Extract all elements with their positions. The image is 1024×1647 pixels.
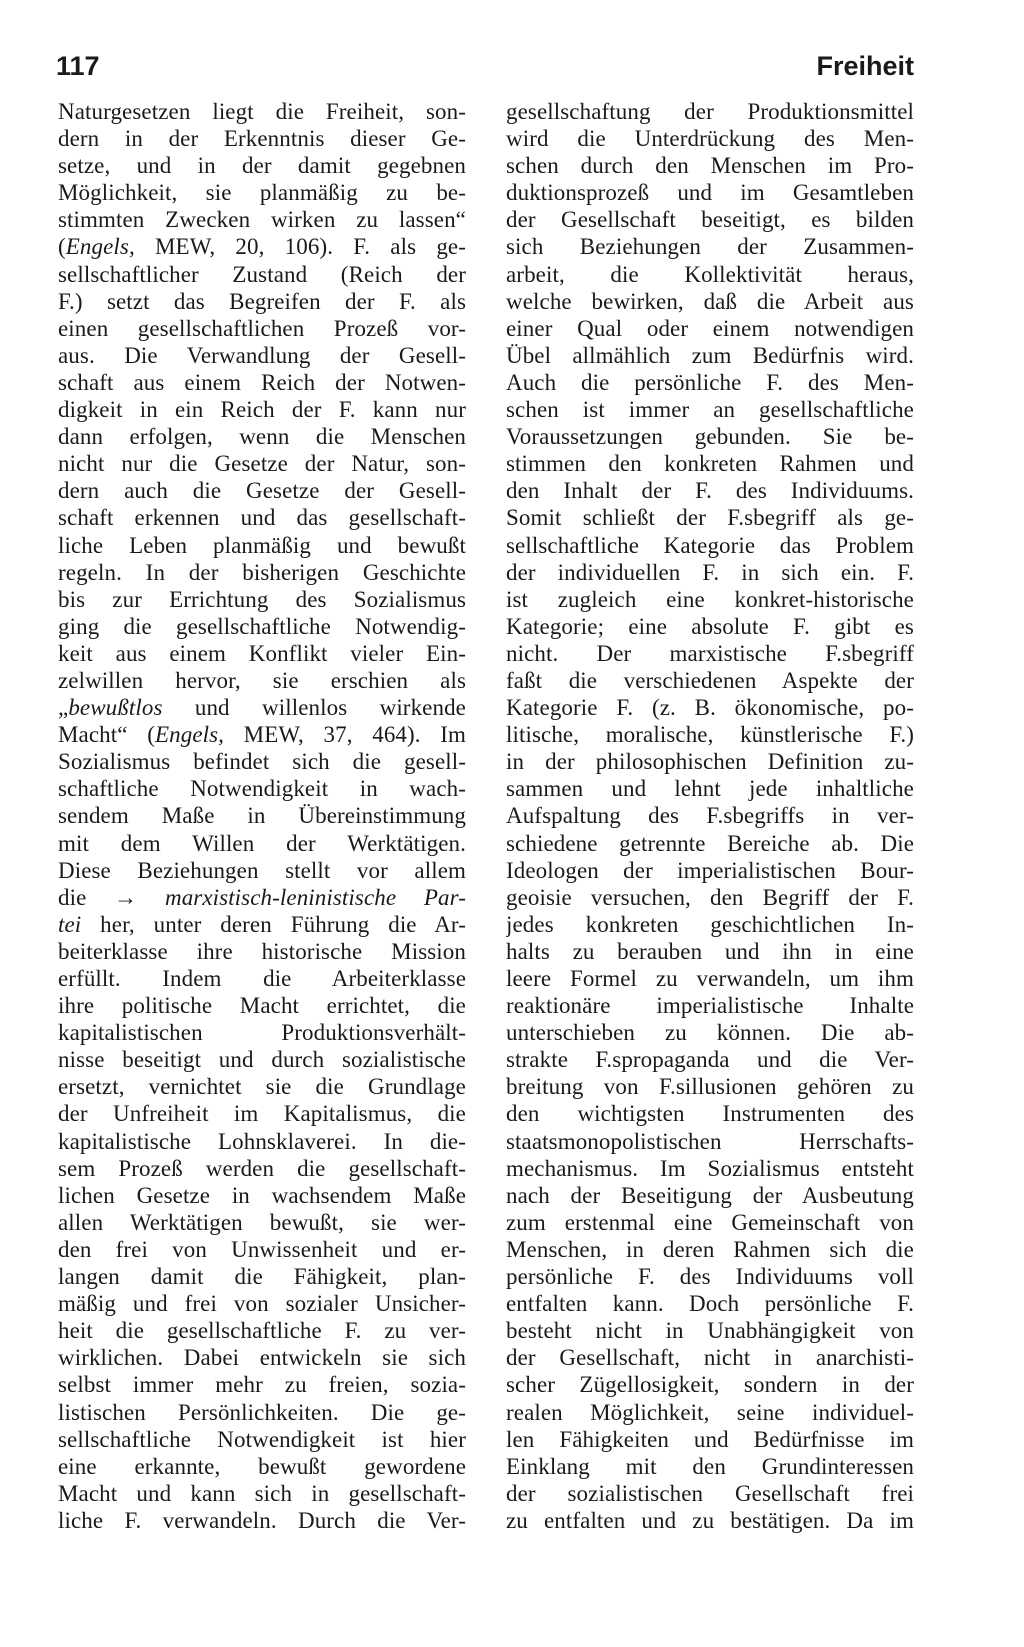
text-segment: dann erfolgen, wenn die Menschen — [58, 424, 466, 450]
italic-text: marxistisch-leninistische Par- — [164, 884, 466, 910]
text-line — [506, 261, 914, 288]
text-segment: mit dem Willen der Werktätigen. — [58, 830, 466, 856]
text-line — [506, 477, 914, 504]
text-line — [58, 586, 466, 613]
text-line — [506, 1236, 914, 1263]
text-line — [58, 477, 466, 504]
text-line — [58, 938, 466, 965]
text-line — [506, 152, 914, 179]
text-line — [58, 98, 466, 125]
text-line — [506, 98, 914, 125]
text-line — [506, 1182, 914, 1209]
text-line — [58, 830, 466, 857]
text-segment: halts zu berauben und ihn in eine — [506, 938, 914, 964]
text-segment: Auch die persönliche F. des Men- — [506, 369, 914, 395]
italic-text: Engels, — [154, 722, 225, 748]
text-line — [506, 1399, 914, 1426]
text-line — [58, 965, 466, 992]
text-line — [58, 1046, 466, 1073]
text-segment: mechanismus. Im Sozialismus entsteht — [506, 1155, 914, 1181]
text-line — [506, 586, 914, 613]
text-segment: liche F. verwandeln. Durch die Ver- — [58, 1507, 466, 1533]
text-line — [58, 1399, 466, 1426]
text-column-left — [58, 98, 466, 1534]
text-line — [58, 342, 466, 369]
text-line — [58, 1019, 466, 1046]
text-line — [58, 1100, 466, 1127]
text-segment: schaft aus einem Reich der Notwen- — [58, 369, 466, 395]
text-segment: leere Formel zu verwandeln, um ihm — [506, 966, 914, 991]
text-line — [58, 1507, 466, 1534]
text-segment: sellschaftlicher Zustand (Reich der — [58, 261, 466, 287]
text-line — [506, 288, 914, 315]
text-segment: nach der Beseitigung der Ausbeutung — [506, 1182, 914, 1208]
text-line — [506, 992, 914, 1019]
text-line — [58, 1371, 466, 1398]
text-line — [58, 1155, 466, 1182]
text-line — [506, 830, 914, 857]
text-line — [506, 559, 914, 586]
text-line — [506, 1371, 914, 1398]
text-segment: allen Werktätigen bewußt, sie wer- — [58, 1209, 466, 1235]
text-segment: der sozialistischen Gesellschaft frei — [506, 1480, 914, 1506]
text-line — [58, 802, 466, 829]
text-segment: zu entfalten und zu bestätigen. Da im — [506, 1507, 914, 1533]
text-segment: regeln. In der bisherigen Geschichte — [58, 559, 466, 585]
text-line — [58, 911, 466, 938]
text-segment: wirklichen. Dabei entwickeln sie sich — [58, 1345, 466, 1371]
text-line — [506, 1317, 914, 1344]
text-segment: staatsmonopolistischen Herrschafts- — [506, 1128, 914, 1154]
text-line — [58, 261, 466, 288]
text-segment: Voraussetzungen gebunden. Sie be- — [506, 424, 914, 450]
text-line — [506, 1426, 914, 1453]
text-segment: realen Möglichkeit, seine individuel- — [506, 1399, 914, 1425]
text-segment: langen damit die Fähigkeit, plan- — [58, 1264, 466, 1290]
page-number: 117 — [56, 51, 100, 81]
text-segment: Macht und kann sich in gesellschaft- — [58, 1480, 466, 1506]
text-line — [58, 775, 466, 802]
text-segment: nicht. Der marxistische F.sbegriff — [506, 640, 914, 666]
text-segment: Einklang mit den Grundinteressen — [506, 1453, 914, 1479]
text-segment: die → — [58, 884, 165, 910]
text-segment: duktionsprozeß und im Gesamtleben — [506, 180, 914, 206]
text-segment: eine erkannte, bewußt gewordene — [58, 1453, 466, 1479]
text-segment: litische, moralische, künstlerische F.) — [506, 722, 914, 748]
text-segment: „ — [58, 695, 69, 721]
text-line — [506, 125, 914, 152]
text-segment: strakte F.spropaganda und die Ver- — [506, 1047, 914, 1073]
text-line — [58, 423, 466, 450]
text-segment: reaktionäre imperialistische Inhalte — [506, 993, 914, 1019]
text-segment: ging die gesellschaftliche Notwendig- — [58, 613, 466, 639]
italic-text: tei — [58, 911, 82, 937]
text-segment: der Gesellschaft, nicht in anarchisti- — [506, 1345, 914, 1371]
text-segment: lichen Gesetze in wachsendem Maße — [58, 1182, 466, 1208]
text-segment: der individuellen F. in sich ein. F. — [506, 559, 914, 585]
text-line — [58, 1426, 466, 1453]
text-segment: Kategorie; eine absolute F. gibt es — [506, 613, 914, 639]
text-line — [58, 125, 466, 152]
text-segment: den wichtigsten Instrumenten des — [506, 1101, 914, 1127]
text-segment: MEW, 37, 464). Im — [224, 722, 466, 748]
text-line — [506, 369, 914, 396]
text-segment: Übel allmählich zum Bedürfnis wird. — [506, 342, 914, 368]
text-segment: einen gesellschaftlichen Prozeß vor- — [58, 315, 466, 341]
text-line — [58, 504, 466, 531]
text-segment: bis zur Errichtung des Sozialismus — [58, 586, 466, 612]
text-line — [506, 857, 914, 884]
running-head: Freiheit — [816, 51, 914, 81]
text-segment: stimmen den konkreten Rahmen und — [506, 451, 914, 477]
text-segment: geoisie versuchen, den Begriff der F. — [506, 884, 914, 910]
text-line — [506, 694, 914, 721]
text-line — [58, 694, 466, 721]
text-line — [58, 640, 466, 667]
text-segment: erfüllt. Indem die Arbeiterklasse — [58, 966, 466, 991]
text-segment: faßt die verschiedenen Aspekte der — [506, 667, 914, 693]
text-segment: welche bewirken, daß die Arbeit aus — [506, 288, 914, 314]
text-line — [58, 233, 466, 260]
text-line — [506, 640, 914, 667]
text-segment: schen durch den Menschen im Pro- — [506, 153, 914, 179]
text-line — [58, 721, 466, 748]
text-line — [506, 1263, 914, 1290]
text-line — [58, 532, 466, 559]
text-segment: jedes konkreten geschichtlichen In- — [506, 911, 914, 937]
text-line — [506, 396, 914, 423]
text-line — [506, 775, 914, 802]
text-line — [506, 1073, 914, 1100]
text-line — [58, 613, 466, 640]
text-line — [506, 450, 914, 477]
text-segment: nicht nur die Gesetze der Natur, son- — [58, 451, 466, 477]
text-line — [506, 748, 914, 775]
text-segment: Menschen, in deren Rahmen sich die — [506, 1236, 914, 1262]
text-segment: schaftliche Notwendigkeit in wach- — [58, 776, 466, 802]
text-segment: sellschaftliche Notwendigkeit ist hier — [58, 1426, 466, 1452]
text-line — [58, 559, 466, 586]
text-segment: zelwillen hervor, sie erschien als — [58, 667, 466, 693]
text-line — [506, 504, 914, 531]
text-line — [506, 613, 914, 640]
text-line — [506, 1046, 914, 1073]
text-segment: schen ist immer an gesellschaftliche — [506, 397, 914, 423]
text-line — [506, 1128, 914, 1155]
text-line — [506, 1480, 914, 1507]
text-line — [58, 152, 466, 179]
text-segment: Aufspaltung des F.sbegriffs in ver- — [506, 803, 914, 829]
text-segment: sich Beziehungen der Zusammen- — [506, 234, 914, 260]
text-segment: in der philosophischen Definition zu- — [506, 749, 914, 775]
text-segment: persönliche F. des Individuums voll — [506, 1264, 914, 1290]
text-line — [506, 1155, 914, 1182]
text-segment: MEW, 20, 106). F. als ge- — [134, 234, 466, 260]
text-line — [506, 1290, 914, 1317]
text-segment: F.) setzt das Begreifen der F. als — [58, 288, 466, 314]
text-segment: Somit schließt der F.sbegriff als ge- — [506, 505, 914, 531]
text-line — [58, 369, 466, 396]
text-segment: sendem Maße in Übereinstimmung — [58, 803, 466, 829]
text-segment: scher Zügellosigkeit, sondern in der — [506, 1372, 914, 1398]
text-line — [506, 1344, 914, 1371]
text-segment: dern auch die Gesetze der Gesell- — [58, 478, 466, 504]
text-segment: selbst immer mehr zu freien, sozia- — [58, 1372, 466, 1398]
text-line — [58, 1209, 466, 1236]
text-segment: Diese Beziehungen stellt vor allem — [58, 857, 466, 883]
text-segment: besteht nicht in Unabhängigkeit von — [506, 1318, 914, 1344]
text-segment: ihre politische Macht errichtet, die — [58, 993, 466, 1019]
text-segment: und willenlos wirkende — [162, 695, 466, 721]
text-line — [506, 1209, 914, 1236]
text-segment: wird die Unterdrückung des Men- — [506, 126, 914, 152]
text-line — [58, 857, 466, 884]
text-segment: beiterklasse ihre historische Mission — [58, 938, 466, 964]
text-segment: kapitalistische Lohnsklaverei. In die- — [58, 1128, 466, 1154]
text-segment: kapitalistischen Produktionsverhält- — [58, 1020, 466, 1046]
text-line — [58, 450, 466, 477]
text-segment: liche Leben planmäßig und bewußt — [58, 532, 466, 558]
text-line — [58, 288, 466, 315]
text-line — [58, 396, 466, 423]
text-line — [58, 1128, 466, 1155]
text-line — [506, 423, 914, 450]
text-segment: ist zugleich eine konkret-historische — [506, 586, 914, 612]
text-segment: listischen Persönlichkeiten. Die ge- — [58, 1399, 466, 1425]
text-segment: sammen und lehnt jede inhaltliche — [506, 776, 914, 802]
text-segment: Sozialismus befindet sich die gesell- — [58, 749, 466, 775]
text-segment: heit die gesellschaftliche F. zu ver- — [58, 1318, 466, 1344]
text-segment: nisse beseitigt und durch sozialistische — [58, 1047, 466, 1073]
text-line — [58, 992, 466, 1019]
text-line — [58, 1317, 466, 1344]
text-line — [506, 911, 914, 938]
text-segment: breitung von F.sillusionen gehören zu — [506, 1074, 914, 1100]
text-line — [506, 315, 914, 342]
text-line — [58, 1236, 466, 1263]
text-segment: entfalten kann. Doch persönliche F. — [506, 1291, 914, 1317]
text-line — [506, 802, 914, 829]
text-segment: den frei von Unwissenheit und er- — [58, 1236, 466, 1262]
text-line — [506, 1100, 914, 1127]
text-column-right — [506, 98, 914, 1534]
text-line — [506, 179, 914, 206]
text-line — [506, 342, 914, 369]
italic-text: Engels, — [65, 234, 135, 260]
text-line — [506, 1453, 914, 1480]
text-segment: stimmten Zwecken wirken zu lassen“ — [58, 207, 466, 233]
text-line — [58, 1453, 466, 1480]
text-segment: keit aus einem Konflikt vieler Ein- — [58, 640, 466, 666]
text-line — [506, 965, 914, 992]
text-line — [506, 721, 914, 748]
text-line — [506, 667, 914, 694]
text-segment: zum erstenmal eine Gemeinschaft von — [506, 1209, 914, 1235]
text-segment: sellschaftliche Kategorie das Problem — [506, 532, 914, 558]
text-segment: Kategorie F. (z. B. ökonomische, po- — [506, 695, 914, 721]
text-segment: arbeit, die Kollektivität heraus, — [506, 261, 914, 287]
text-line — [506, 884, 914, 911]
text-line — [58, 1073, 466, 1100]
text-segment: ( — [58, 234, 66, 260]
text-line — [58, 748, 466, 775]
page-header — [0, 46, 1024, 86]
text-line — [58, 667, 466, 694]
text-segment: mäßig und frei von sozialer Unsicher- — [58, 1291, 466, 1317]
text-segment: unterschieben zu können. Die ab- — [506, 1020, 914, 1046]
italic-text: bewußtlos — [68, 695, 163, 721]
text-segment: ersetzt, vernichtet sie die Grundlage — [58, 1074, 466, 1100]
text-line — [506, 532, 914, 559]
text-segment: einer Qual oder einem notwendigen — [506, 315, 914, 341]
text-segment: der Gesellschaft beseitigt, es bilden — [506, 207, 914, 233]
text-line — [58, 884, 466, 911]
text-segment: her, unter deren Führung die Ar- — [81, 911, 466, 937]
text-line — [58, 315, 466, 342]
text-line — [58, 179, 466, 206]
text-segment: der Unfreiheit im Kapitalismus, die — [58, 1101, 466, 1127]
text-line — [506, 1507, 914, 1534]
text-line — [506, 206, 914, 233]
text-line — [506, 233, 914, 260]
text-segment: gesellschaftung der Produktionsmittel — [506, 99, 914, 124]
text-segment: Macht“ ( — [58, 722, 155, 748]
text-line — [58, 1344, 466, 1371]
text-segment: Möglichkeit, sie planmäßig zu be- — [58, 180, 466, 206]
text-segment: den Inhalt der F. des Individuums. — [506, 478, 914, 504]
text-line — [58, 1182, 466, 1209]
text-line — [506, 938, 914, 965]
text-segment: dern in der Erkenntnis dieser Ge- — [58, 126, 466, 152]
text-segment: Ideologen der imperialistischen Bour- — [506, 857, 914, 883]
text-segment: sem Prozeß werden die gesellschaft- — [58, 1155, 466, 1181]
text-line — [58, 1263, 466, 1290]
text-line — [58, 1480, 466, 1507]
text-segment: schaft erkennen und das gesellschaft- — [58, 505, 466, 531]
text-segment: len Fähigkeiten und Bedürfnisse im — [506, 1426, 914, 1452]
text-segment: aus. Die Verwandlung der Gesell- — [58, 342, 466, 368]
text-line — [58, 206, 466, 233]
text-segment: schiedene getrennte Bereiche ab. Die — [506, 830, 914, 856]
text-segment: Naturgesetzen liegt die Freiheit, son- — [58, 99, 466, 124]
text-line — [506, 1019, 914, 1046]
text-segment: digkeit in ein Reich der F. kann nur — [58, 397, 466, 423]
text-line — [58, 1290, 466, 1317]
text-segment: setze, und in der damit gegebnen — [58, 153, 466, 179]
